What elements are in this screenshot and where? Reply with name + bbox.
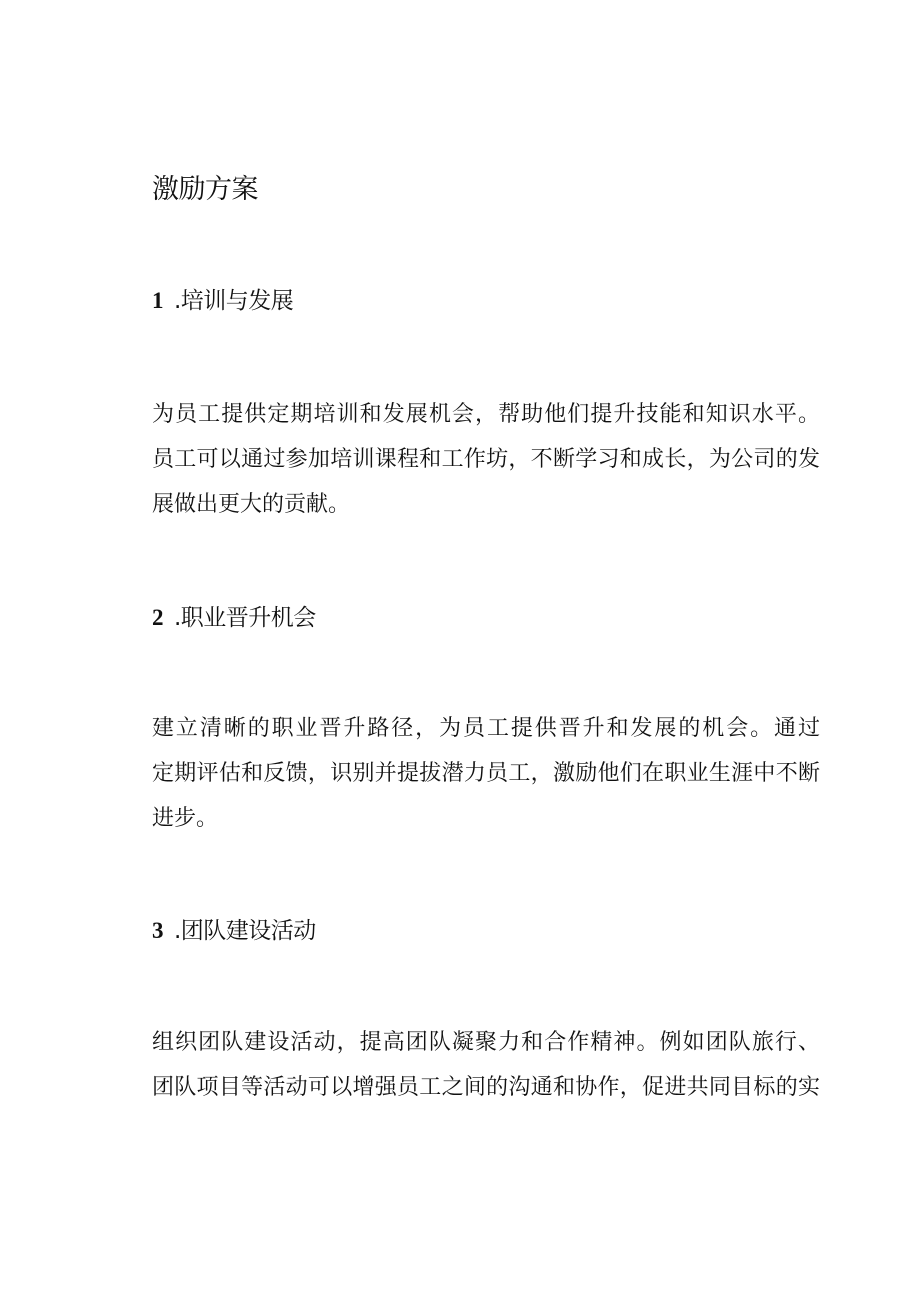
document-title: 激励方案	[152, 174, 258, 205]
section-number: 2	[152, 605, 163, 630]
section-title: .培训与发展	[174, 288, 294, 314]
section-heading-3	[152, 914, 316, 948]
section-number: 3	[152, 918, 163, 943]
paragraph-line: 进步。	[152, 806, 219, 831]
paragraph-line: 定期评估和反馈，识别并提拔潜力员工，激励他们在职业生涯中不断	[152, 761, 820, 786]
section-heading-1	[152, 284, 293, 318]
section-paragraph-2	[108, 706, 820, 841]
paragraph-line: 组织团队建设活动，提高团队凝聚力和合作精神。例如团队旅行、	[152, 1030, 820, 1055]
paragraph-line: 建立清晰的职业晋升路径，为员工提供晋升和发展的机会。通过	[152, 716, 820, 741]
paragraph-line: 为员工提供定期培训和发展机会，帮助他们提升技能和知识水平。	[152, 402, 820, 427]
section-heading-2	[152, 601, 316, 635]
paragraph-line: 员工可以通过参加培训课程和工作坊，不断学习和成长，为公司的发	[152, 447, 820, 472]
section-paragraph-3	[108, 1020, 820, 1110]
section-title: .职业晋升机会	[174, 605, 316, 631]
paragraph-line: 展做出更大的贡献。	[152, 492, 351, 517]
section-number: 1	[152, 288, 163, 313]
paragraph-line: 团队项目等活动可以增强员工之间的沟通和协作，促进共同目标的实	[152, 1075, 820, 1100]
section-paragraph-1	[108, 392, 820, 527]
section-title: .团队建设活动	[174, 918, 316, 944]
